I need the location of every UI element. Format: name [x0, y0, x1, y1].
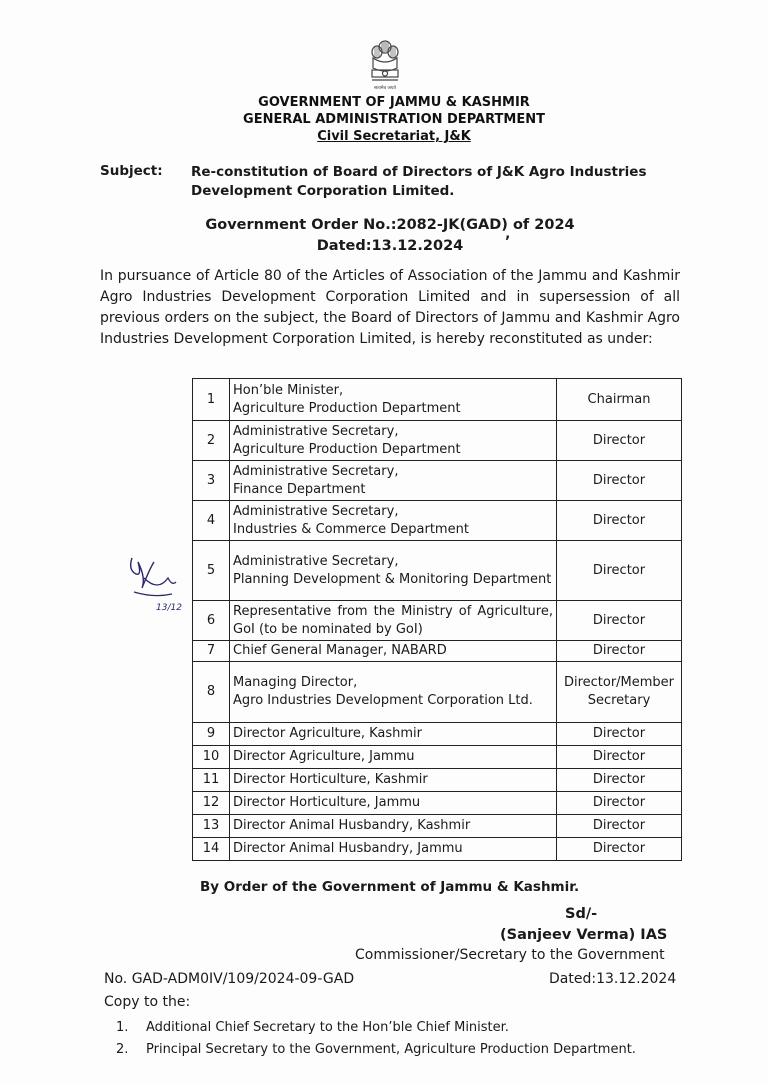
header-secretariat: Civil Secretariat, J&K	[317, 129, 471, 144]
member-designation	[230, 792, 557, 815]
member-designation	[230, 746, 557, 769]
member-designation	[230, 461, 557, 501]
member-designation-line: Director Animal Husbandry, Kashmir	[233, 818, 471, 833]
member-designation-line: Director Horticulture, Kashmir	[233, 772, 428, 787]
member-designation	[230, 723, 557, 746]
table-row	[193, 769, 682, 792]
table-row	[193, 815, 682, 838]
copy-item-number: 1.	[116, 1020, 129, 1035]
reference-date: Dated:13.12.2024	[549, 971, 677, 987]
member-designation-line: Chief General Manager, NABARD	[233, 643, 447, 658]
member-designation-line: Industries & Commerce Department	[233, 521, 469, 537]
table-row	[193, 501, 682, 541]
table-row	[193, 541, 682, 601]
member-designation-line: Administrative Secretary,	[233, 463, 399, 479]
copy-item-number: 2.	[116, 1042, 129, 1057]
signed-mark: Sd/-	[565, 906, 598, 922]
table-row	[193, 792, 682, 815]
order-date: Dated:13.12.2024	[316, 238, 464, 254]
member-designation-line: Administrative Secretary,	[233, 423, 399, 439]
header-government: GOVERNMENT OF JAMMU & KASHMIR	[258, 95, 530, 110]
member-designation	[230, 541, 557, 601]
table-row	[193, 723, 682, 746]
table-row	[193, 601, 682, 641]
row-number: 1	[193, 379, 230, 421]
member-role: Director	[557, 541, 682, 601]
member-role: Director	[557, 501, 682, 541]
member-designation-line: Director Horticulture, Jammu	[233, 795, 421, 810]
member-designation-line: Finance Department	[233, 481, 366, 497]
signatory-name: (Sanjeev Verma) IAS	[500, 927, 668, 943]
row-number: 3	[193, 461, 230, 501]
member-designation	[230, 421, 557, 461]
state-emblem-icon	[364, 38, 406, 92]
board-of-directors-table	[192, 378, 682, 861]
subject-text: Re-constitution of Board of Directors of J&K Agro Industries Development Corporation Limited.	[191, 164, 647, 199]
member-designation-line: Agro Industries Development Corporation Ltd.	[233, 693, 533, 708]
order-title: Government Order No.:2082-JK(GAD) of 2024	[205, 217, 575, 233]
member-designation-line: Director Agriculture, Kashmir	[233, 726, 423, 741]
by-order-line: By Order of the Government of Jammu & Kashmir.	[200, 879, 580, 895]
row-number: 13	[193, 815, 230, 838]
member-designation	[230, 601, 557, 641]
header-department: GENERAL ADMINISTRATION DEPARTMENT	[243, 112, 545, 127]
member-designation-line: Representative from the Ministry of Agriculture, GoI (to be nominated by GoI)	[233, 603, 553, 637]
member-role: Director	[557, 838, 682, 861]
member-role: Director	[557, 421, 682, 461]
member-designation-line: Director Animal Husbandry, Jammu	[233, 841, 463, 856]
reference-number: No. GAD-ADM0IV/109/2024-09-GAD	[104, 971, 355, 987]
member-designation	[230, 501, 557, 541]
member-designation	[230, 662, 557, 723]
copy-item-text: Principal Secretary to the Government, Agriculture Production Department.	[146, 1042, 636, 1057]
signatory-designation: Commissioner/Secretary to the Government	[355, 947, 665, 963]
member-role: Director	[557, 746, 682, 769]
member-designation-line: Agriculture Production Department	[233, 441, 461, 457]
table-row	[193, 838, 682, 861]
member-role: Director	[557, 723, 682, 746]
row-number: 11	[193, 769, 230, 792]
row-number: 7	[193, 641, 230, 662]
handwritten-initials	[124, 548, 194, 618]
handwritten-date: 13/12	[156, 603, 182, 613]
emblem-caption: सत्यमेव जयते	[373, 86, 397, 91]
table-row	[193, 379, 682, 421]
table-row	[193, 662, 682, 723]
member-designation-line: Hon’ble Minister,	[233, 382, 344, 398]
member-role: Director	[557, 769, 682, 792]
table-row	[193, 746, 682, 769]
subject-label: Subject:	[100, 163, 163, 179]
member-role: Director	[557, 815, 682, 838]
copy-list-item	[116, 1020, 509, 1035]
member-designation-line: Agriculture Production Department	[233, 400, 461, 416]
order-paragraph: In pursuance of Article 80 of the Articles of Association of the Jammu and Kashmir Agro Industries Development Corporation Limited and in supersession of all previous orders on the subject, the Board of Directors of Jammu and Kashmir Agro Industries Development Corporation Limited, is hereby reconstituted as under:	[100, 268, 680, 347]
row-number: 4	[193, 501, 230, 541]
member-designation	[230, 769, 557, 792]
pen-tick-mark: ’	[505, 234, 511, 250]
row-number: 6	[193, 601, 230, 641]
member-designation-line: Administrative Secretary,	[233, 503, 399, 519]
member-designation	[230, 379, 557, 421]
table-row	[193, 461, 682, 501]
row-number: 10	[193, 746, 230, 769]
copy-list-item	[116, 1042, 636, 1057]
member-designation	[230, 838, 557, 861]
member-designation-line: Managing Director,	[233, 675, 358, 690]
member-designation	[230, 641, 557, 662]
member-role: Director	[557, 461, 682, 501]
copy-item-text: Additional Chief Secretary to the Hon’ble Chief Minister.	[146, 1020, 509, 1035]
row-number: 8	[193, 662, 230, 723]
member-role: Director	[557, 792, 682, 815]
table-row	[193, 421, 682, 461]
member-designation	[230, 815, 557, 838]
member-role: Chairman	[557, 379, 682, 421]
member-designation-line: Planning Development & Monitoring Department	[233, 571, 552, 587]
copy-to-label: Copy to the:	[104, 994, 191, 1010]
row-number: 14	[193, 838, 230, 861]
row-number: 2	[193, 421, 230, 461]
member-designation-line: Director Agriculture, Jammu	[233, 749, 415, 764]
member-role: Director	[557, 641, 682, 662]
member-role: Director/Member Secretary	[557, 662, 682, 723]
member-designation-line: Administrative Secretary,	[233, 553, 399, 569]
row-number: 5	[193, 541, 230, 601]
row-number: 12	[193, 792, 230, 815]
row-number: 9	[193, 723, 230, 746]
table-row	[193, 641, 682, 662]
member-role: Director	[557, 601, 682, 641]
